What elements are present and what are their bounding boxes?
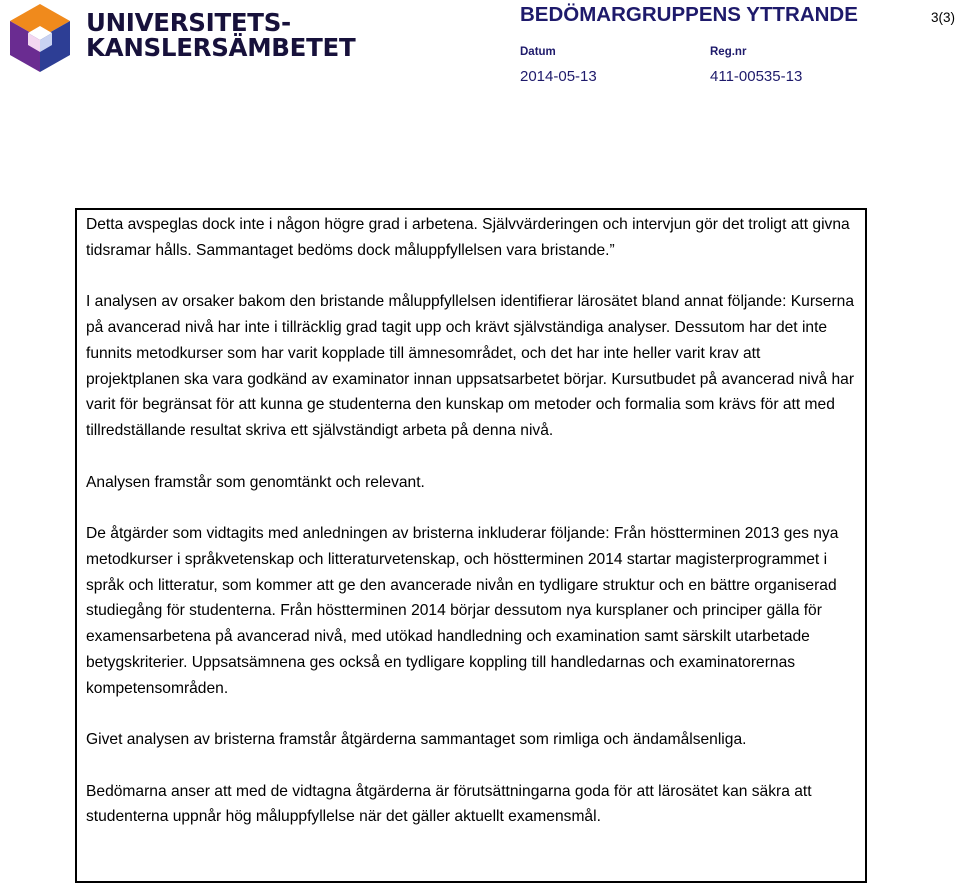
paragraph: Bedömarna anser att med de vidtagna åtgärderna är förutsättningarna goda för att lärosätet kan säkra att studenterna uppnår hög måluppfyllelse när det gäller aktuellt examensmål. xyxy=(86,782,812,826)
paragraph: Givet analysen av bristerna framstår åtgärderna sammantaget som rimliga och ändamålsenliga. xyxy=(86,731,747,748)
reg-number-label: Reg.nr xyxy=(710,46,747,58)
paragraph: De åtgärder som vidtagits med anledningen av bristerna inkluderar följande: Från höstterminen 2013 ges nya metodkurser i språkvetenskap och litteraturvetenskap, och höstterminen 2014 startar magisterprogrammet i språk och litteratur, som kommer att ge den avancerade nivån en tydligare struktur och en bättre organiserad studiegång för studenterna. Från höstterminen 2014 börjar dessutom nya kursplaner och principer gälla för examensarbetena på avancerad nivå, med utökad handledning och examination samt särskilt utarbetade betygskriterier. Uppsatsämnena ges också en tydligare koppling till handledarnas och examinatorernas kompetensområden. xyxy=(86,525,839,697)
reg-number-value: 411-00535-13 xyxy=(710,68,803,85)
logo-wordmark-line1: UNIVERSITETS- xyxy=(86,8,291,37)
paragraph: Analysen framstår som genomtänkt och relevant. xyxy=(86,473,425,491)
logo-wordmark-line2: KANSLERSÄMBETET xyxy=(86,33,356,62)
document-body xyxy=(86,212,856,830)
document-title: BEDÖMARGRUPPENS YTTRANDE xyxy=(520,3,858,26)
paragraph: Detta avspeglas dock inte i någon högre grad i arbetena. Självvärderingen och intervjun gör det troligt att givna tidsramar hålls. Sammantaget bedöms dock måluppfyllelsen vara bristande.” xyxy=(86,216,850,259)
logo-wordmark xyxy=(86,10,355,60)
page-number: 3(3) xyxy=(931,10,956,25)
date-label: Datum xyxy=(520,46,556,58)
date-value: 2014-05-13 xyxy=(520,68,597,85)
universitetskanslersambetet-logo-icon xyxy=(6,2,74,74)
paragraph: I analysen av orsaker bakom den bristande måluppfyllelsen identifierar lärosätet bland annat följande: Kurserna på avancerad nivå har inte i tillräcklig grad tagit upp och krävt självständiga analyser. Dessutom har det inte funnits metodkurser som har varit kopplade till ämnesområdet, och det har inte heller varit krav att projektplanen ska vara godkänd av examinator innan uppsatsarbetet börjar. Kursutbudet på avancerad nivå har varit för begränsat för att kunna ge studenterna den kunskap om metoder och formalia som krävs för att med tillredställande resultat skriva ett självständigt arbeta på denna nivå. xyxy=(86,293,855,439)
